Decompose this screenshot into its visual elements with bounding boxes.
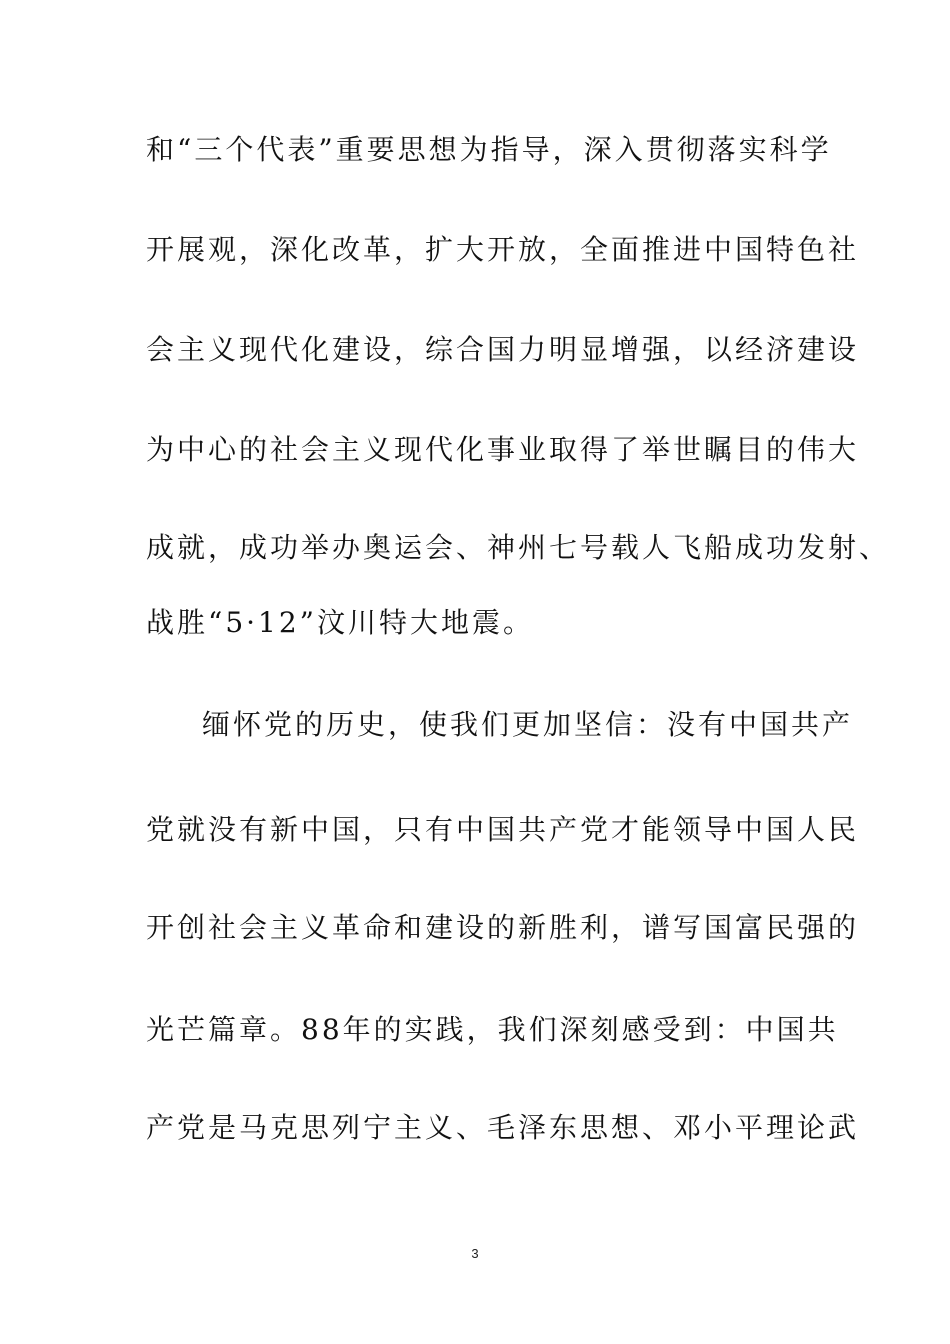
text-line: 为中心的社会主义现代化事业取得了举世瞩目的伟大 — [146, 433, 860, 466]
text-line: 光芒篇章。88年的实践，我们深刻感受到：中国共 — [146, 1013, 839, 1046]
text-line: 会主义现代化建设，综合国力明显增强，以经济建设 — [146, 333, 860, 366]
paragraph-first-line: 缅怀党的历史，使我们更加坚信：没有中国共产 — [202, 708, 854, 741]
text-line: 产党是马克思列宁主义、毛泽东思想、邓小平理论武 — [146, 1111, 860, 1144]
text-line: 党就没有新中国，只有中国共产党才能领导中国人民 — [146, 813, 860, 846]
text-line: 战胜“5·12”汶川特大地震。 — [146, 606, 534, 639]
text-line: 开创社会主义革命和建设的新胜利，谱写国富民强的 — [146, 911, 860, 944]
text-line: 开展观，深化改革，扩大开放，全面推进中国特色社 — [146, 233, 860, 266]
page-number: 3 — [471, 1246, 479, 1261]
text-line: 成就，成功举办奥运会、神州七号载人飞船成功发射、 — [146, 531, 891, 564]
text-line: 和“三个代表”重要思想为指导，深入贯彻落实科学 — [146, 133, 832, 166]
